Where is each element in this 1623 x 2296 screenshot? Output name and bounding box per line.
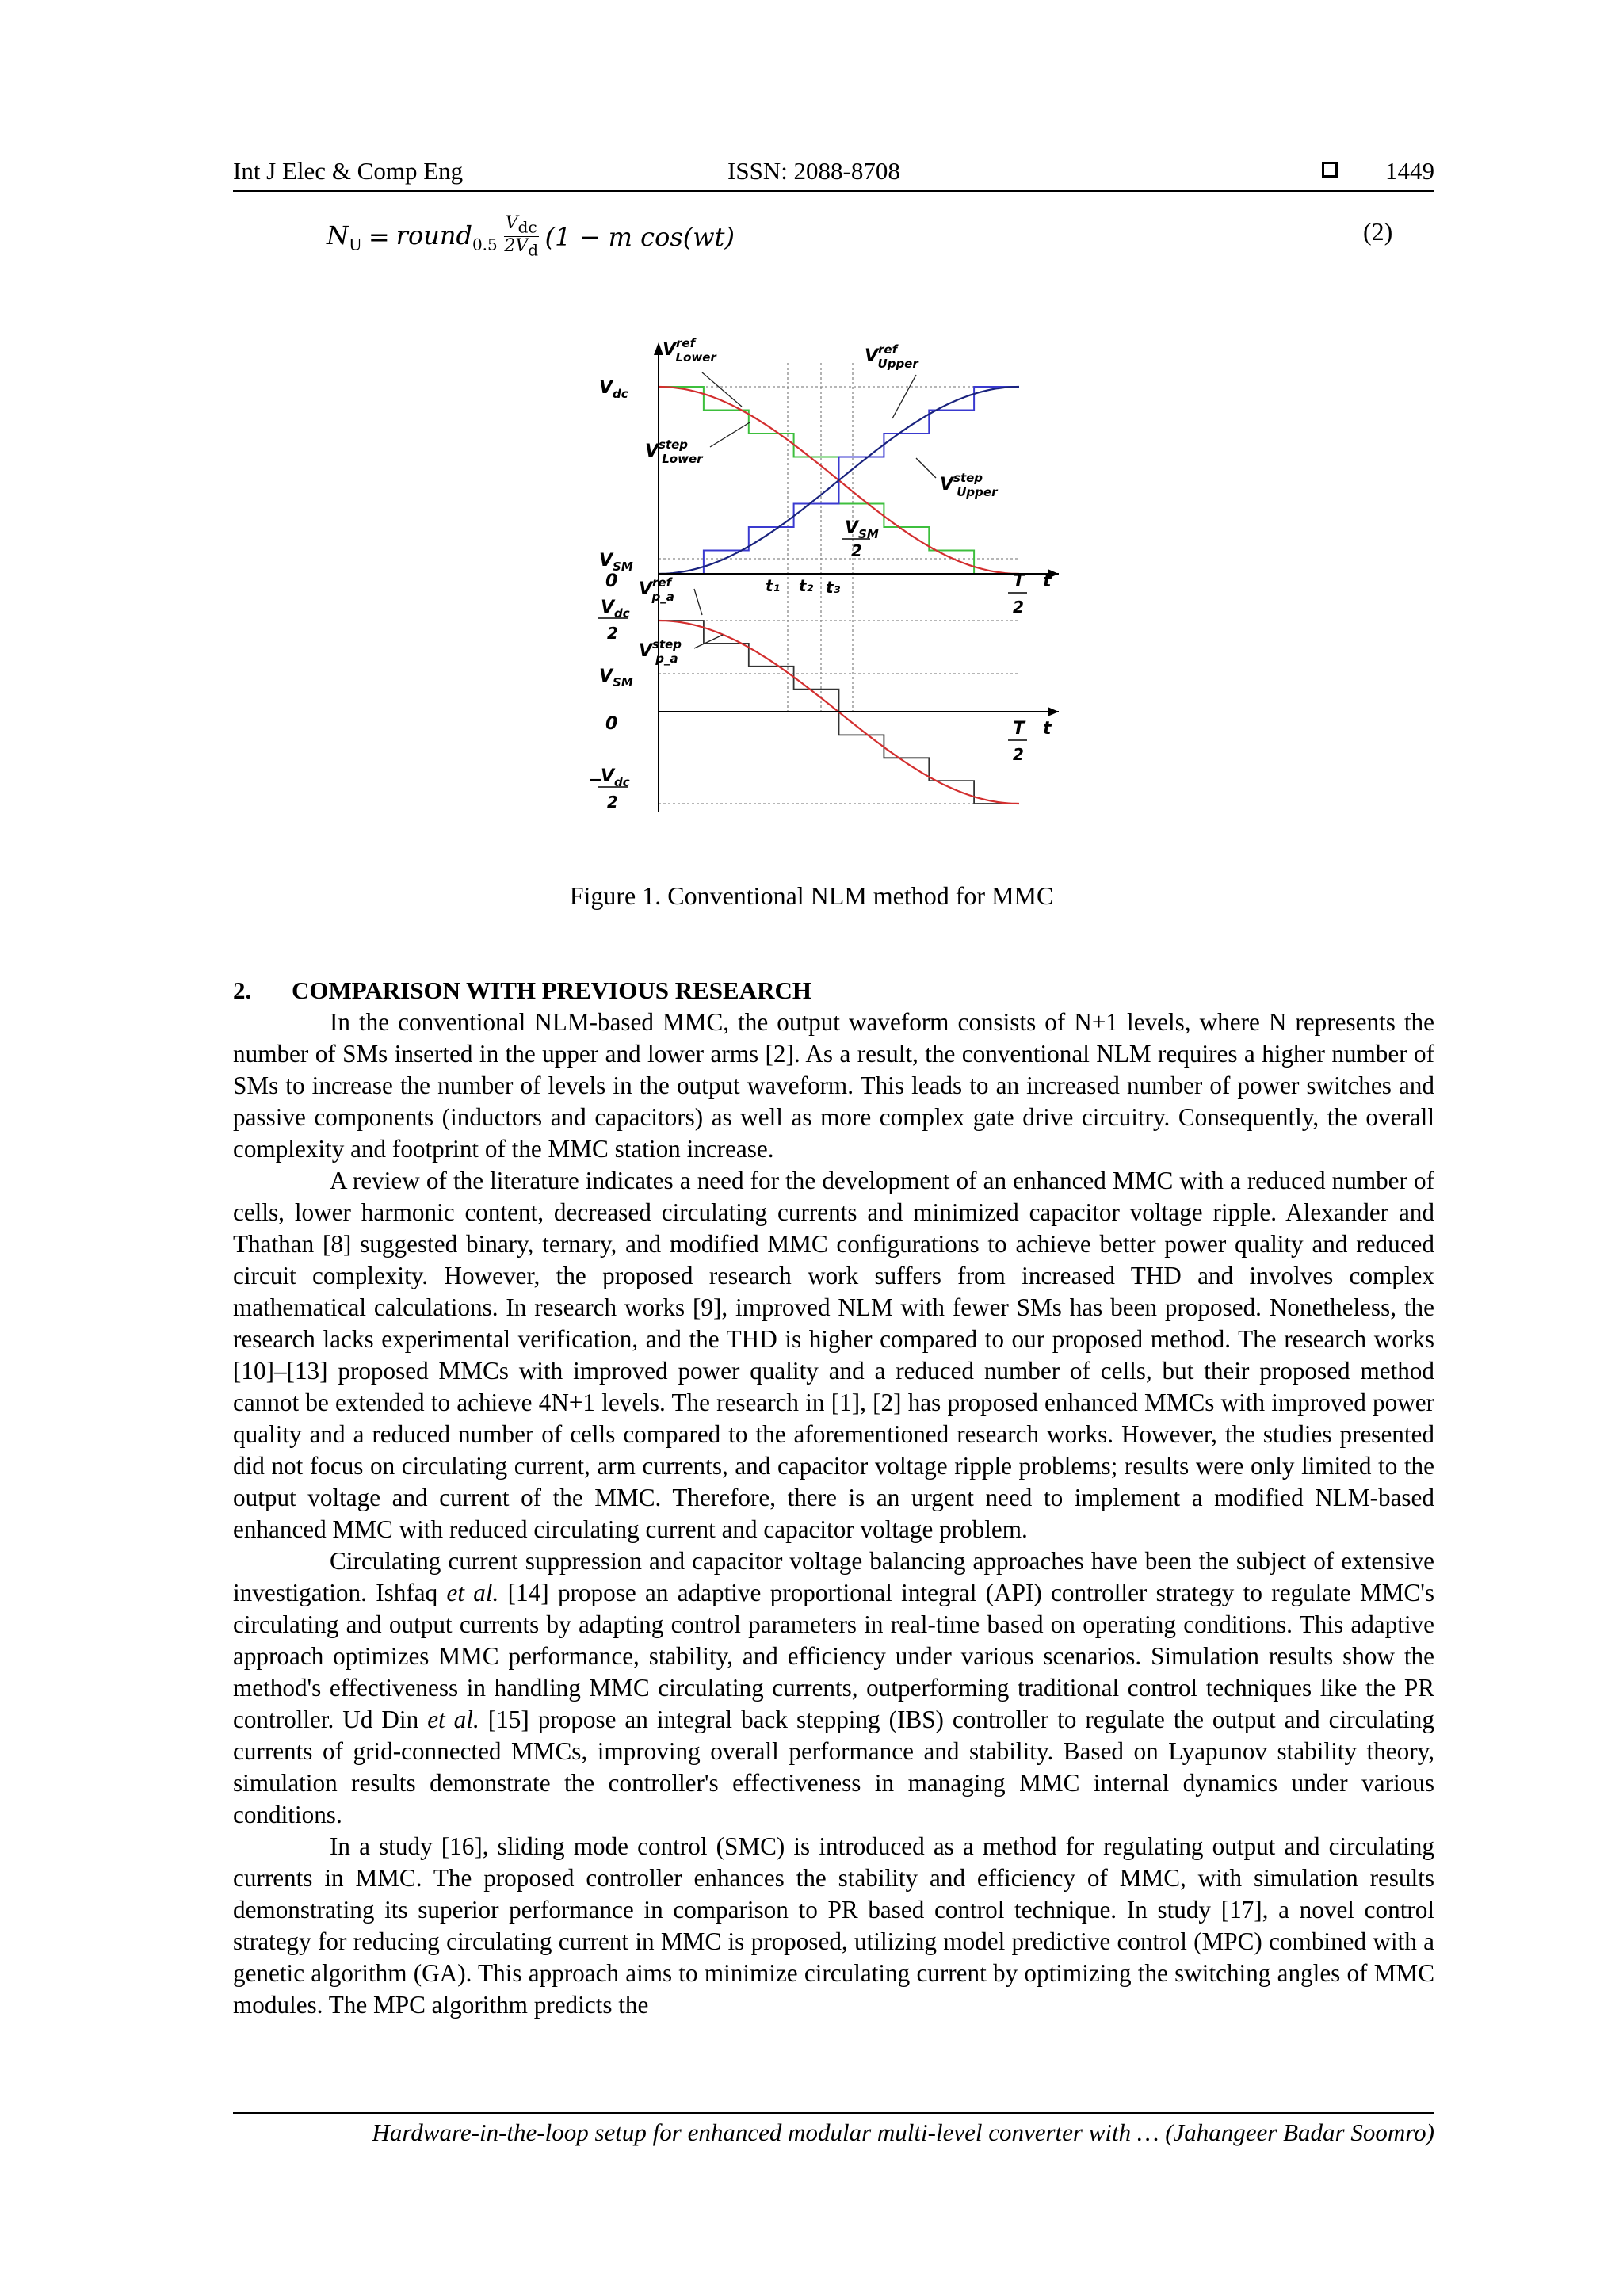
callout-pa-step [694,635,723,648]
label-vsm: $V_{SM}$ [599,551,633,574]
label-neg-vdc: $V_{dc}$ [601,766,630,789]
page-number: 1449 [1385,157,1434,185]
label-vdc: $V_{dc}$ [599,378,628,401]
label-two-c: 2 [851,541,862,560]
paragraph-4: In a study [16], sliding mode control (SMC) is introduced as a method for regulating output and circulating currents in MMC. The proposed controller enhances the stability and efficiency of MMC, with simulation results demonstrating its superior performance in comparison to PR based control technique. In study [17], a novel control strategy for reducing circulating current in MMC is proposed, utilizing model predictive control (MPC) combined with a genetic algorithm (GA). This approach aims to minimize circulating current by optimizing the switching angles of MMC modules. The MPC algorithm predicts the [233,1832,1434,2019]
eq-lhs-sub: U [349,235,362,254]
label-t2: t₂ [799,576,814,595]
figure-1 [583,331,1090,846]
p3-text-c: [15] propose an integral back stepping (IBS) controller to regulate the output and circulating currents of grid-connected MMCs, improving overall performance and stability. Based on Lyapunov stability theory, simulation results demonstrate the controller's effectiveness in managing MMC internal dynamics under various conditions. [233,1706,1434,1828]
equation-number: (2) [1363,217,1393,246]
label-zero-top: 0 [605,571,618,591]
eq-frac-num-sub: dc [517,217,537,237]
eq-round: round [395,220,472,250]
paragraph-1: In the conventional NLM-based MMC, the output waveform consists of N+1 levels, where N represents the number of SMs inserted in the upper and lower arms [2]. As a result, the conventional NLM requires a higher number of SMs to increase the number of levels in the output waveform. This leads to an increased number of power switches and passive components (inductors and capacitors) as well as more complex gate drive circuitry. Consequently, the overall complexity and footprint of the MMC station increase. [233,1008,1434,1163]
label-two-d: 2 [1013,598,1024,617]
section-number: 2. [233,976,252,1004]
section-body [233,1007,1434,2021]
section-title: COMPARISON WITH PREVIOUS RESEARCH [292,976,812,1004]
callout-pa-ref [694,589,702,615]
p3-text-a: Circulating current suppression and capacitor voltage balancing approaches have been the subject of extensive investigation. Ishfaq [233,1547,1434,1606]
label-vref-lower: $V^{ref}$ Lower [663,336,716,365]
label-t1: t₁ [766,576,781,595]
eq-frac-den: 2V [504,236,529,257]
p3-etal-1: et al. [446,1579,499,1606]
page-footer: Hardware-in-the-loop setup for enhanced modular multi-level converter with … (Jahangeer Badar Soomro) [233,2112,1434,2147]
square-icon [1322,162,1338,178]
p3-text-b: [14] propose an adaptive proportional integral (API) controller strategy to regulate MMC's circulating and output currents by adapting control parameters in real-time based on operating conditions. This adaptive approach optimizes MMC performance, stability, and efficiency under various scenarios. Simulation results show the method's effectiveness in handling MMC circulating currents, outperforming traditional control techniques like the PR controller. Ud Din [233,1579,1434,1733]
paragraph-3 [233,1545,1434,1831]
label-T-top: T [1013,571,1025,591]
eq-lhs: N [327,220,349,250]
label-two-a: 2 [607,624,618,643]
label-zero-bottom: 0 [605,714,618,734]
label-t3: t₃ [826,578,841,597]
paragraph-2: A review of the literature indicates a need for the development of an enhanced MMC with a reduced number of cells, lower harmonic content, decreased circulating currents and minimized capacitor voltage ripple. Alexander and Thathan [8] suggested binary, ternary, and modified MMC configurations to achieve better power quality and reduced circuit complexity. However, the proposed research work suffers from increased THD and involves complex mathematical calculations. In research works [9], improved NLM with fewer SMs has been proposed. Nonetheless, the research lacks experimental verification, and the THD is higher compared to our proposed method. The research works [10]–[13] proposed MMCs with improved power quality and a reduced number of cells, but their proposed method cannot be extended to achieve 4N+1 levels. The research in [1], [2] has proposed enhanced MMCs with improved power quality and a reduced number of cells compared to the aforementioned research works. However, the studies presented did not focus on circulating current, arm currents, and capacitor voltage ripple problems; results were only limited to the output voltage and current of the MMC. Therefore, there is an urgent need to implement a modified NLM-based enhanced MMC with reduced circulating current and capacitor voltage problem. [233,1167,1434,1543]
eq-frac-den-sub: d [528,240,539,260]
page-header [233,155,1434,192]
label-vref-upper: $V^{ref}$ Upper [865,342,918,371]
label-t-bottom: t [1043,719,1052,739]
eq-round-sub: 0.5 [472,235,498,254]
label-vsm-lower: $V_{SM}$ [599,667,633,690]
issn: ISSN: 2088-8708 [727,157,900,185]
label-T-bottom: T [1013,719,1025,739]
figure-caption: Figure 1. Conventional NLM method for MMC [569,881,1054,910]
eq-rhs: (1 − m cos(wt) [544,221,735,252]
label-t-top: t [1043,571,1052,591]
label-vstep-pa: $V^{step}$ p_a [639,637,682,666]
label-vsm-half: $V_{SM}$ [845,518,879,541]
callout-lower-step [710,422,750,447]
callout-upper-ref [892,375,916,418]
label-vref-pa: $V^{ref}$ p_a [639,575,674,604]
eq-frac-num: V [505,213,518,233]
nlm-diagram [583,331,1090,846]
label-minus: − [588,770,603,790]
label-vstep-upper: $V^{step}$ Upper [940,471,998,499]
journal-name: Int J Elec & Comp Eng [233,157,464,185]
eq-fraction [504,214,539,260]
p3-etal-2: et al. [427,1706,479,1733]
x-axis-bottom-arrow-icon [1048,707,1059,716]
callout-upper-step [916,458,936,478]
section-heading [233,976,812,1005]
equation-2: $N_U$ = round$_{0.5}$ $\frac{V_{dc}}{2V_d}$ (1 − m cos(wt) [327,213,735,260]
label-vstep-lower: $V^{step}$ Lower [645,437,703,466]
label-vdc-half: $V_{dc}$ [601,598,630,621]
axes [654,342,1059,812]
label-two-e: 2 [1013,745,1024,764]
label-two-b: 2 [607,793,618,812]
